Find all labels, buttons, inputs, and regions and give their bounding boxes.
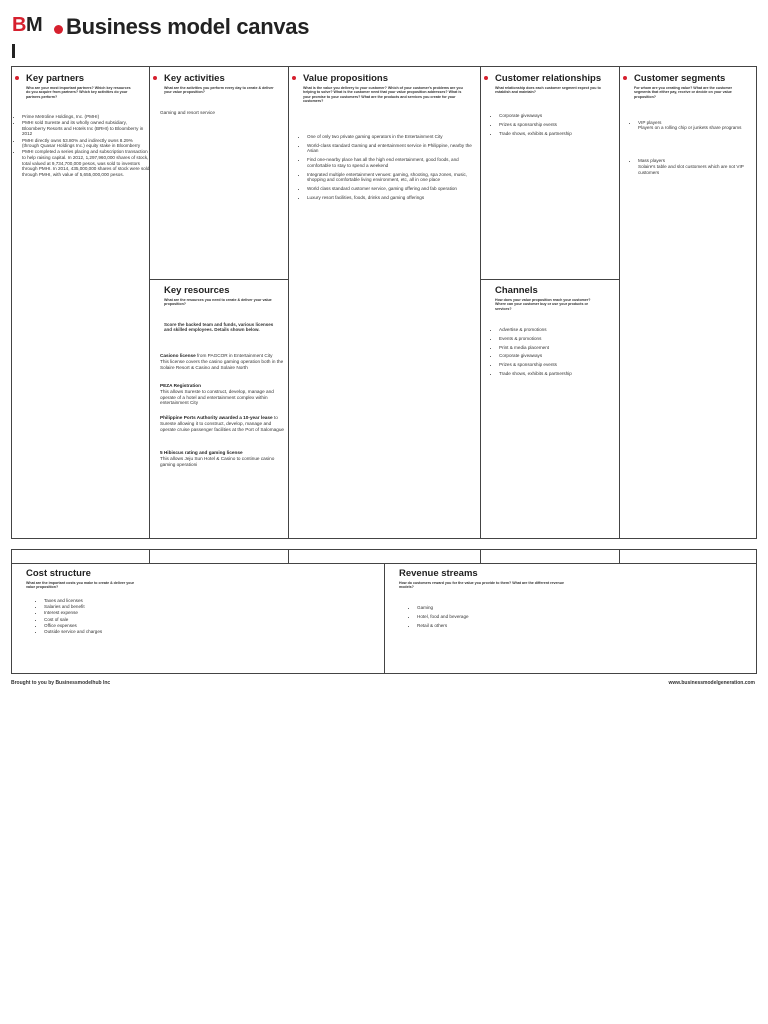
logo-bar [12,44,15,58]
license-item: Philippine Ports Authority awarded a 10-year lease to Sureste allowing it to construct, develop, manage and operate cruise passenger facilities at the Port of Salomague [160,415,285,432]
customer-relationships-title: Customer relationships [495,73,601,84]
key-partners-box [11,66,150,539]
canvas-strip-cell [149,549,289,564]
customer-relationships-list [491,113,617,139]
value-propositions-list [299,134,477,203]
list-item: • Interest expense [44,610,204,616]
channels-question: How does your value proposition reach your customer? Where can your customer buy or use your products or services? [495,298,591,311]
channels-box [480,279,620,539]
revenue-streams-list [409,605,577,631]
logo-letter-b: B [12,14,26,36]
key-activities-box [149,66,289,280]
list-item: • Advertise & promotions [499,327,617,333]
cost-structure-box [11,563,385,674]
customer-relationships-question: What relationship does each customer segment expect you to establish and maintain? [495,86,601,95]
key-activities-title: Key activities [164,73,225,84]
bullet-icon [153,76,157,80]
revenue-streams-title: Revenue streams [399,568,478,579]
value-propositions-question: What is the value you delivery to your customer? Which of your customer's problems are you helping to solve? What is the customer need that your value proposition addresses? What is your promise to your customers? What are the products and services you create for your customers? [303,86,463,104]
list-item: • World-class standard Gaming and entertainment service in Philippine, nearby the Asian [307,143,477,154]
license-item: Casiono license from PAGCOR in Entertainment City This license covers the casino gaming operation both in the Solaire Resort & Casino and Solaire North [160,353,284,370]
list-item: • One of only two private gaming operators in the Entertainment City [307,134,477,140]
list-item: • Trade shows, exhibits & partnership [499,371,617,377]
key-partners-list [14,114,150,178]
canvas-strip-cell [480,549,620,564]
list-item: • PMHI completed a series placing and subscription transaction to help raising capital. In 2012, 1,297,960,000 shares of stock, total valued at 9,734,700,000 pesos, was sold to investors through PMHI. In 2014, 435,000,000 shares of stock were sold through PMHI, with value of 5,655,000,000 pesos. [22,149,150,177]
list-item: • Salaries and benefit [44,604,204,610]
list-item: • PMHI sold Sureste and its wholly owned subsidiary, Bloomberry Resorts and Hotels Inc (BRHI) to Bloomberry in 2012 [22,120,150,137]
title-bullet-icon [54,25,63,34]
bullet-icon [292,76,296,80]
list-item: • Events & promotions [499,336,617,342]
list-item: • Mass players Solaire's table and slot customers which are not VIP customers [638,158,748,175]
license-item: 5 Hibiscus rating and gaming license This allows Jeju Sun Hotel & Casino to continue casino gaming operationi [160,450,275,467]
list-item: • Cost of sale [44,617,204,623]
bullet-icon [15,76,19,80]
list-item: • PMHI directly owns 53.80% and indirectly owns 8.29% (through Quasar Holdings Inc.) equity stake in Bloomberry [22,138,150,149]
revenue-streams-box [384,563,757,674]
footer-url[interactable]: www.businessmodelgeneration.com [668,680,755,686]
list-item: • Print & media placement [499,345,617,351]
key-resources-intro: Score the backed team and funds, various licenses and skilled employees. Details shown below. [164,322,274,333]
revenue-streams-question: How do customers reward you for the value you provide to them? What are the different revenue models? [399,581,564,590]
list-item: • Corporate giveaways [499,113,617,119]
page-title: Business model canvas [66,14,310,39]
list-item: • Find one-nearby place has all the high end entertainment, good foods, and comfortable to stay to spend a weekend [307,157,477,168]
customer-segments-question: For whom are you creating value? What are the customer segments that either pay, receive or decide on your value proposition? [634,86,733,99]
list-item: • VIP players Players on a rolling chip or junkets share programs [638,120,748,131]
list-item: • Gaming [417,605,577,611]
list-item: • Integrated multiple entertainment venues: gaming, shooting, spa zones, music, shopping and comfortable living environment, etc, all in one place [307,172,477,183]
canvas-strip-cell [288,549,481,564]
list-item: • Corporate giveaways [499,353,617,359]
customer-segments-box [619,66,757,539]
bullet-icon [484,76,488,80]
bullet-icon [623,76,627,80]
logo [12,14,42,37]
value-propositions-title: Value propositions [303,73,388,84]
customer-relationships-box [480,66,620,280]
logo-letter-m: M [25,14,43,36]
footer-credit: Brought to you by Businessmodelhub Inc [11,680,111,686]
key-partners-question: Who are your most important partners? Which key resources do you acquire from partners? Which key activities do your partners perform? [26,86,131,99]
list-item: • Luxury resort facilities, foods, drinks and gaming offerings [307,195,477,201]
canvas-strip-cell [11,549,150,564]
key-resources-title: Key resources [164,285,230,296]
list-item: • Retail & others [417,623,577,629]
key-activities-question: What are the activities you perform every day to create & deliver your value proposition? [164,86,274,95]
list-item: • Outside service and charges [44,629,204,635]
list-item: • Prime Metroline Holdings, Inc. (PMHI) [22,114,150,120]
key-partners-title: Key partners [26,73,84,84]
list-item: • World class standard customer service, gaming offering and fab operation [307,186,477,192]
key-resources-box [149,279,289,539]
license-item: PEZA Registration This allows Sureste to construct, develop, manage and operate of a hotel and entertainment complex within entertainment City [160,383,274,406]
key-resources-question: What are the resources you need to create & deliver your value proposition? [164,298,272,307]
list-item: • Hotel, food and beverage [417,614,577,620]
cost-structure-list [36,598,204,635]
value-propositions-box [288,66,481,539]
list-item: • Taxes and licenses [44,598,204,604]
channels-list [491,327,617,380]
list-item: • Office expenses [44,623,204,629]
list-item: • Trade shows, exhibits & partnership [499,131,617,137]
customer-segments-title: Customer segments [634,73,725,84]
customer-segments-list [630,114,748,184]
channels-title: Channels [495,285,538,296]
list-item: • Prizes & sponsorship events [499,122,617,128]
cost-structure-title: Cost structure [26,568,91,579]
canvas-strip-cell [619,549,757,564]
cost-structure-question: What are the important costs you make to create & deliver your value proposition? [26,581,135,590]
key-activities-text: Gaming and resort service [160,110,215,115]
list-item: • Prizes & sponsorship events [499,362,617,368]
